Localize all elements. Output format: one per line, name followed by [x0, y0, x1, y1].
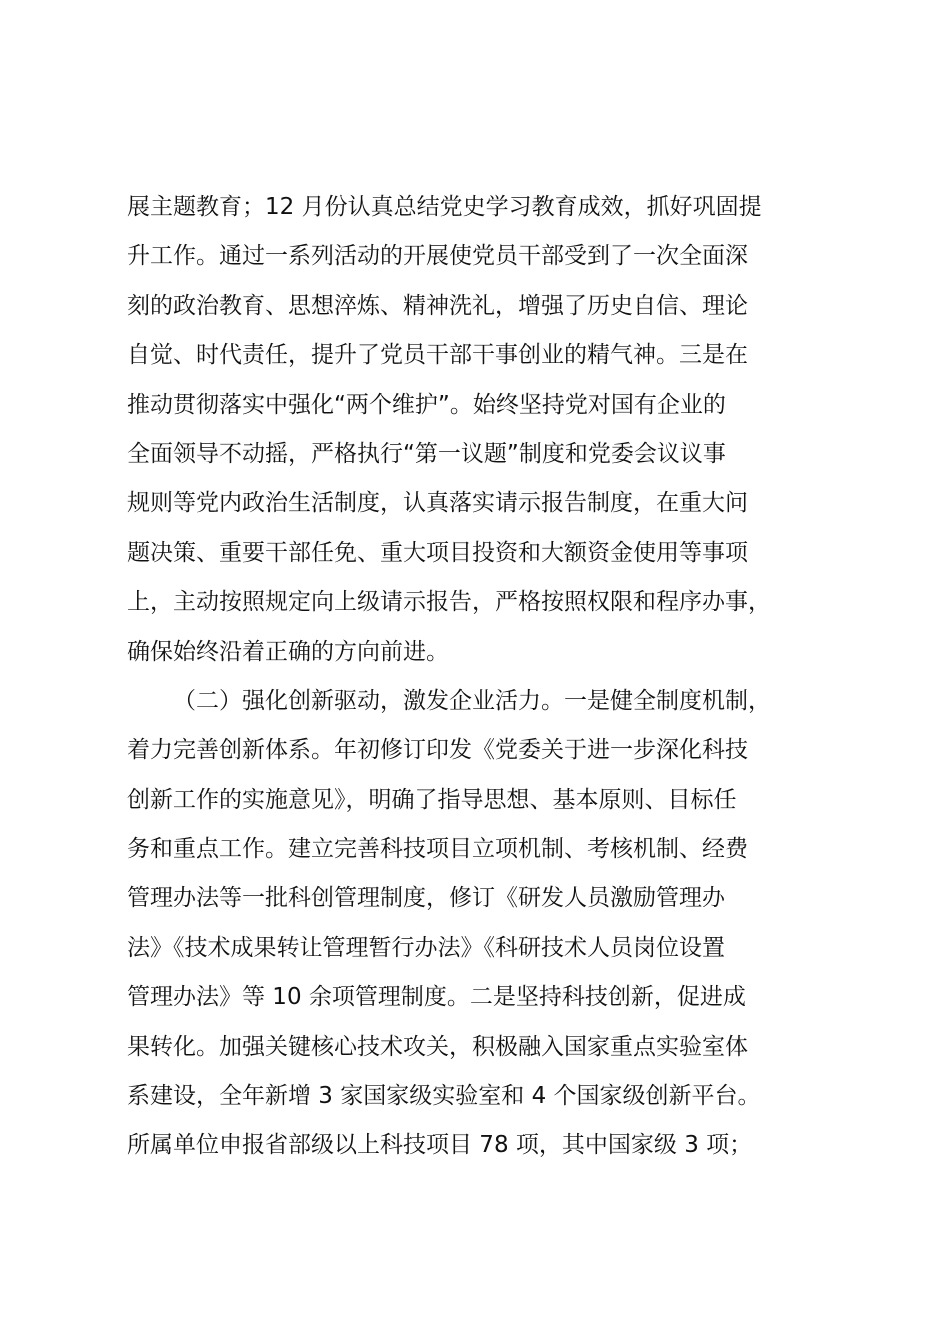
text-line: 规则等党内政治生活制度，认真落实请示报告制度，在重大问	[127, 490, 748, 517]
text-line: 法》《技术成果转让管理暂行办法》《科研技术人员岗位设置	[127, 934, 725, 961]
text-line: 果转化。加强关键核心技术攻关，积极融入国家重点实验室体	[127, 1033, 748, 1060]
text-line: 上，主动按照规定向上级请示报告，严格按照权限和程序办事，	[127, 589, 771, 616]
text-line: 刻的政治教育、思想淬炼、精神洗礼，增强了历史自信、理论	[127, 292, 748, 319]
text-line: 题决策、重要干部任免、重大项目投资和大额资金使用等事项	[127, 539, 748, 566]
text-line: 管理办法》等 10 余项管理制度。二是坚持科技创新，促进成	[127, 984, 746, 1011]
text-line: 务和重点工作。建立完善科技项目立项机制、考核机制、经费	[127, 836, 748, 863]
text-line: 展主题教育；12 月份认真总结党史学习教育成效，抓好巩固提	[127, 194, 762, 220]
text-line: 推动贯彻落实中强化“两个维护”。始终坚持党对国有企业的	[127, 391, 726, 418]
text-line: 自觉、时代责任，提升了党员干部干事创业的精气神。三是在	[127, 342, 748, 369]
text-line: 全面领导不动摇，严格执行“第一议题”制度和党委会议议事	[127, 440, 726, 467]
section-heading-line: （二）强化创新驱动，激发企业活力。一是健全制度机制，	[173, 687, 771, 714]
text-line: 管理办法等一批科创管理制度，修订《研发人员激励管理办	[127, 885, 725, 912]
body-text	[127, 183, 867, 1171]
text-line: 确保始终沿着正确的方向前进。	[127, 638, 449, 665]
text-line: 着力完善创新体系。年初修订印发《党委关于进一步深化科技	[127, 737, 748, 764]
text-line: 所属单位申报省部级以上科技项目 78 项，其中国家级 3 项；	[127, 1132, 753, 1159]
text-line: 系建设，全年新增 3 家国家级实验室和 4 个国家级创新平台。	[127, 1083, 761, 1110]
text-line: 创新工作的实施意见》，明确了指导思想、基本原则、目标任	[127, 786, 737, 813]
text-line: 升工作。通过一系列活动的开展使党员干部受到了一次全面深	[127, 243, 748, 270]
